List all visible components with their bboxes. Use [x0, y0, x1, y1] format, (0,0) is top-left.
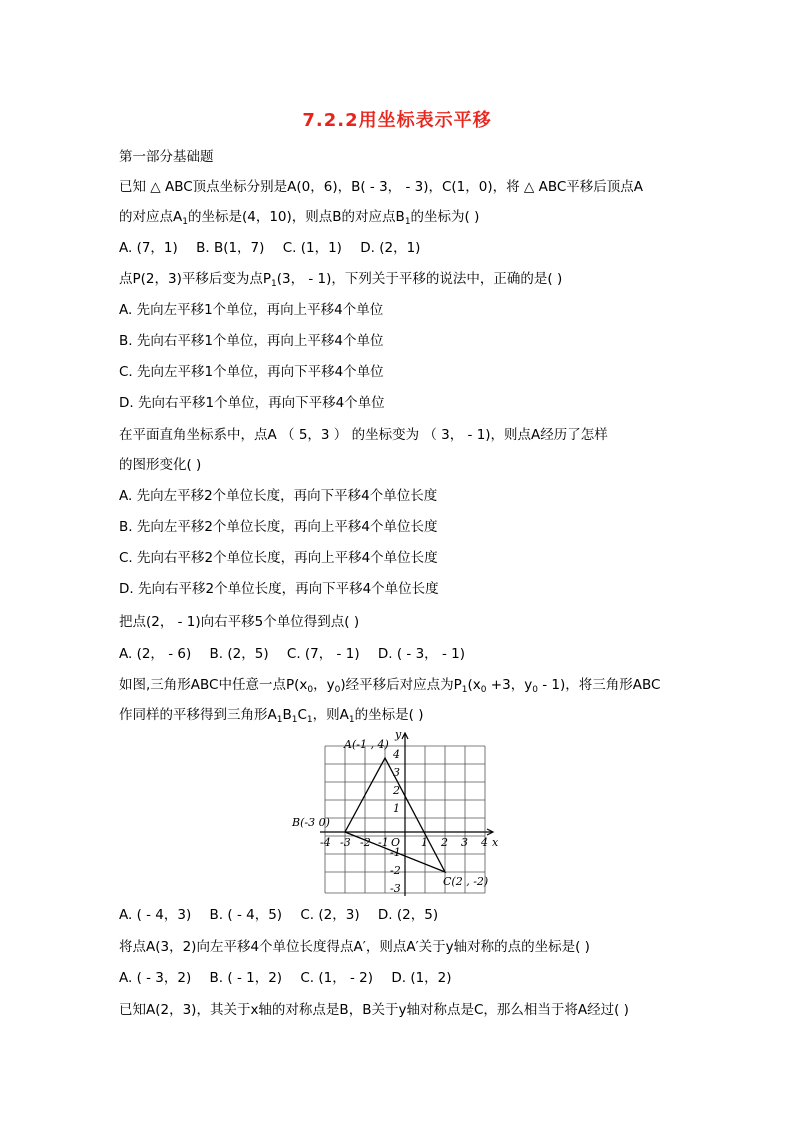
q5-figure — [280, 728, 510, 898]
tick-x-3: 3 — [461, 836, 468, 849]
q4-option-d: D. ( - 3， - 1) — [377, 646, 465, 662]
axes — [320, 733, 493, 896]
tick-x-4: 4 — [481, 836, 488, 849]
tick-y-3: 3 — [393, 766, 400, 779]
tick-y-2: 2 — [393, 784, 400, 797]
label-a: A(-1 , 4) — [344, 738, 389, 751]
q6-option-a: A. ( - 3，2) — [119, 970, 192, 986]
tick-x-neg2: -2 — [360, 836, 371, 849]
q5-options — [119, 906, 452, 924]
q3-option-c: C. 先向右平移2个单位长度，再向上平移4个单位长度 — [119, 550, 438, 566]
q2-option-d: D. 先向右平移1个单位，再向下平移4个单位 — [119, 395, 385, 411]
q5-stem-line1: 如图,三角形ABC中任意一点$P(x_0$，$y_0$)经平移后对应点为$P_1(x_0 +3$，$y_0 - 1$)，将三角形ABC — [119, 677, 661, 695]
q2-option-a: A. 先向左平移1个单位，再向上平移4个单位 — [119, 302, 384, 318]
q1-option-b: B. B(1，7) — [196, 240, 265, 256]
q4-options — [119, 645, 479, 663]
q6-option-c: C. (1， - 2) — [300, 970, 374, 986]
tick-x-neg1: -1 — [378, 836, 389, 849]
q6-option-d: D. (1，2) — [391, 970, 452, 986]
q2-option-c: C. 先向左平移1个单位，再向下平移4个单位 — [119, 364, 384, 380]
q3-option-a: A. 先向左平移2个单位长度，再向下平移4个单位长度 — [119, 488, 438, 504]
tick-y-4: 4 — [393, 748, 400, 761]
q5-stem-line2: 作同样的平移得到三角形$A_1B_1C_1$，则$A_1$的坐标是( ) — [119, 707, 424, 725]
tick-x-2: 2 — [441, 836, 448, 849]
q1-option-d: D. (2，1) — [360, 240, 421, 256]
section-heading: 第一部分基础题 — [119, 149, 214, 165]
q2-stem: 点P(2，3)平移后变为点$P_1(3$， - 1)，下列关于平移的说法中，正确的是( ) — [119, 271, 563, 289]
q6-option-b: B. ( - 1，2) — [209, 970, 283, 986]
q5-option-a: A. ( - 4，3) — [119, 907, 192, 923]
label-b: B(-3 0) — [292, 816, 330, 829]
q6-options — [119, 969, 466, 987]
document-title: 7.2.2用坐标表示平移 — [302, 110, 492, 131]
label-origin: O — [391, 836, 401, 849]
q3-stem-line1: 在平面直角坐标系中，点A （ 5，3 ） 的坐标变为 （ 3， - 1)，则点A经历了怎样 — [119, 427, 608, 443]
tick-y-1: 1 — [393, 802, 400, 815]
q3-stem-line2: 的图形变化( ) — [119, 457, 202, 473]
q4-option-a: A. (2， - 6) — [119, 646, 192, 662]
q5-option-b: B. ( - 4，5) — [209, 907, 283, 923]
tick-y-neg3: -3 — [390, 882, 401, 895]
tick-y-neg2: -2 — [390, 864, 401, 877]
tick-x-1: 1 — [421, 836, 428, 849]
q1-option-a: A. (7，1) — [119, 240, 178, 256]
q2-option-b: B. 先向右平移1个单位，再向上平移4个单位 — [119, 333, 384, 349]
q5-option-d: D. (2，5) — [377, 907, 439, 923]
label-y-axis: y — [395, 728, 402, 741]
q5-option-c: C. (2，3) — [300, 907, 360, 923]
q1-option-c: C. (1，1) — [282, 240, 342, 256]
label-c: C(2 , -2) — [443, 875, 489, 888]
tick-y-neg1: -1 — [390, 846, 401, 859]
q7-stem: 已知A(2，3)，其关于x轴的对称点是B，B关于y轴对称点是C，那么相当于将A经过( ) — [119, 1002, 629, 1018]
q3-option-b: B. 先向左平移2个单位长度，再向上平移4个单位长度 — [119, 519, 438, 535]
tick-x-neg4: -4 — [320, 836, 331, 849]
q4-stem: 把点(2， - 1)向右平移5个单位得到点( ) — [119, 614, 360, 630]
coordinate-grid-figure — [280, 728, 510, 898]
q1-stem-line2: 的对应点$A_1$的坐标是(4，10)，则点B的对应点$B_1$的坐标为( ) — [119, 209, 480, 227]
q4-option-b: B. (2，5) — [209, 646, 269, 662]
q6-stem: 将点A(3，2)向左平移4个单位长度得点A′，则点A′关于y轴对称的点的坐标是( ) — [119, 939, 590, 955]
q4-option-c: C. (7， - 1) — [286, 646, 360, 662]
tick-x-neg3: -3 — [340, 836, 351, 849]
q3-option-d: D. 先向右平移2个单位长度，再向下平移4个单位长度 — [119, 581, 439, 597]
label-x-axis: x — [492, 836, 499, 849]
q1-stem-line1: 已知 △ ABC顶点坐标分别是A(0，6)，B( - 3， - 3)，C(1，0)，将 △ ABC平移后顶点A — [119, 179, 644, 195]
q1-options — [119, 239, 434, 257]
